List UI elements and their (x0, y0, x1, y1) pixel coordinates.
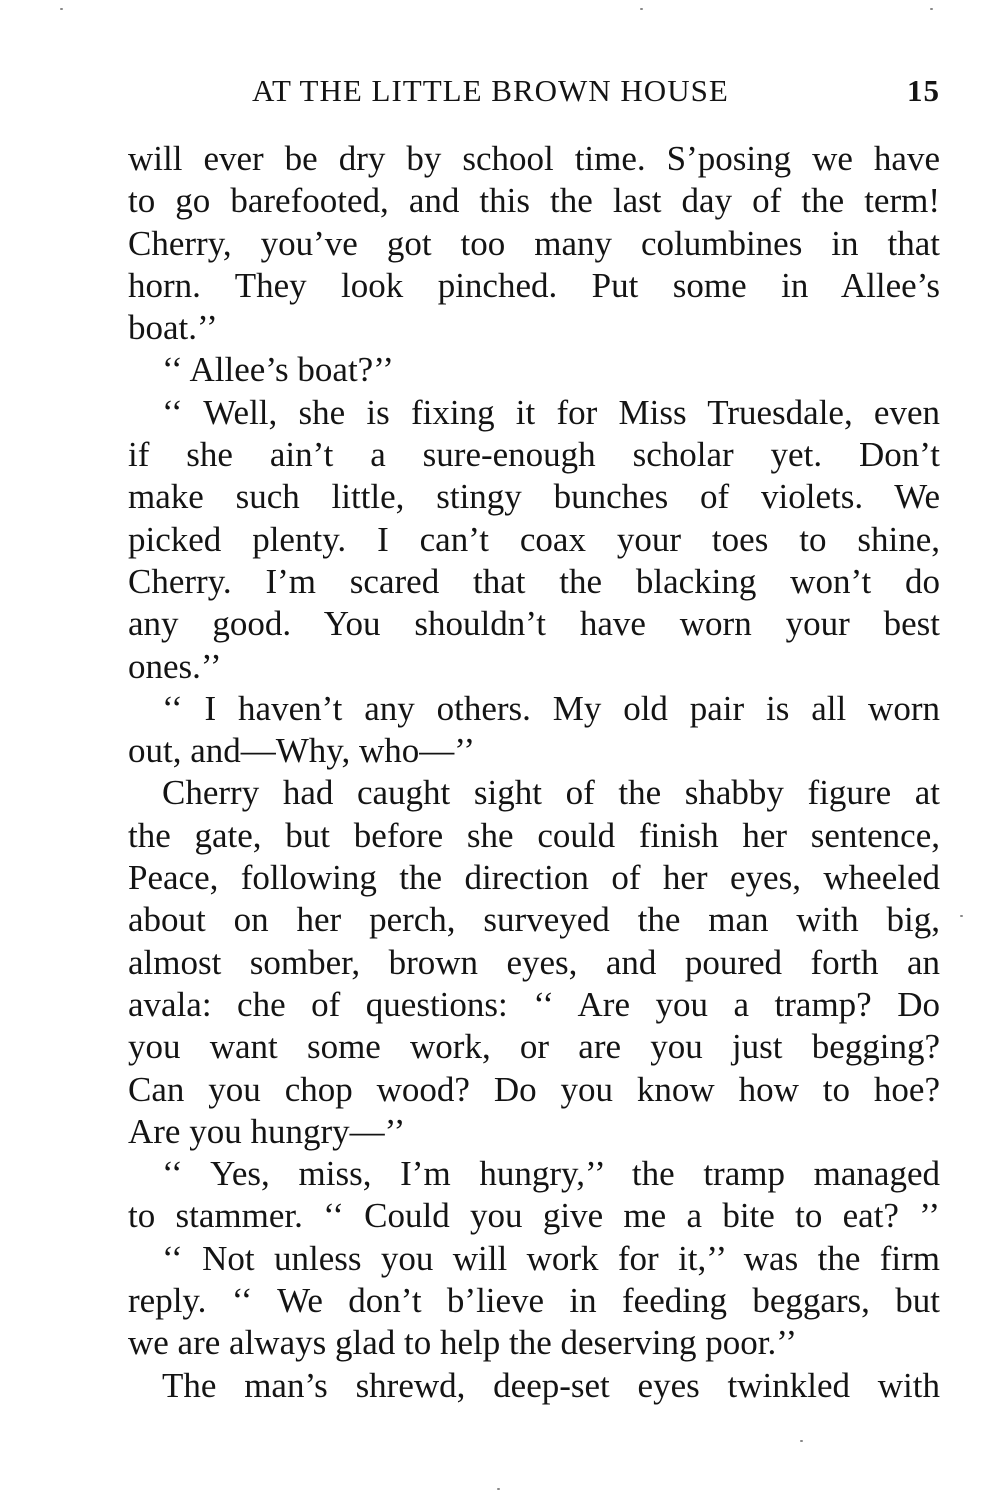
text-line: Are you hungry—’’ (128, 1111, 406, 1151)
text-line: make such little, stingy bunches of violets. We (128, 477, 940, 517)
text-line: Cherry had caught sight of the shabby figure at (162, 773, 940, 813)
text-line: out, and—Why, who—’’ (128, 731, 476, 771)
text-line: you want some work, or are you just begging? (128, 1027, 940, 1067)
text-line: about on her perch, surveyed the man with big, (128, 900, 940, 940)
text-line: the gate, but before she could finish her sentence, (128, 815, 940, 855)
text-line: Cherry. I’m scared that the blacking won’t do (128, 561, 940, 601)
text-line: any good. You shouldn’t have worn your best (128, 604, 940, 644)
text-line: if she ain’t a sure-enough scholar yet. Don’t (128, 435, 940, 475)
text-line: picked plenty. I can’t coax your toes to shine, (128, 519, 940, 559)
text-line: ‘‘ Well, she is fixing it for Miss Truesdale, even (162, 392, 940, 432)
scan-speck (960, 915, 963, 917)
text-line: to stammer. ‘‘ Could you give me a bite to eat? ’’ (128, 1196, 940, 1236)
running-title: AT THE LITTLE BROWN HOUSE (252, 73, 729, 108)
text-line: we are always glad to help the deserving poor.’’ (128, 1323, 797, 1363)
text-line: avala: che of questions: ‘‘ Are you a tramp? Do (128, 984, 940, 1024)
page-number: 15 (907, 73, 940, 108)
text-line: ‘‘ Not unless you will work for it,’’ was the firm (162, 1238, 940, 1278)
text-line: almost somber, brown eyes, and poured forth an (128, 942, 940, 982)
text-line: boat.’’ (128, 308, 218, 348)
text-line: reply. ‘‘ We don’t b’lieve in feeding beggars, but (128, 1281, 940, 1321)
scan-speck (800, 1440, 803, 1442)
text-line: ‘‘ I haven’t any others. My old pair is all worn (162, 688, 940, 728)
text-line: ones.’’ (128, 646, 222, 686)
scan-speck (497, 1488, 500, 1490)
scan-speck (640, 8, 643, 10)
scan-speck (60, 8, 63, 10)
body-text (128, 138, 940, 1407)
text-line: Peace, following the direction of her eyes, wheeled (128, 858, 940, 898)
text-line: The man’s shrewd, deep-set eyes twinkled with (162, 1365, 940, 1405)
text-line: will ever be dry by school time. S’posing we have (128, 139, 940, 178)
text-line: to go barefooted, and this the last day of the term! (128, 181, 940, 221)
text-line: ‘‘ Allee’s boat?’’ (162, 350, 394, 390)
text-line: Can you chop wood? Do you know how to hoe? (128, 1069, 940, 1109)
running-head (128, 73, 940, 113)
text-line: horn. They look pinched. Put some in Allee’s (128, 265, 940, 305)
scan-speck (930, 8, 933, 10)
text-line: Cherry, you’ve got too many columbines in that (128, 223, 940, 263)
text-line: ‘‘ Yes, miss, I’m hungry,’’ the tramp managed (162, 1154, 940, 1194)
